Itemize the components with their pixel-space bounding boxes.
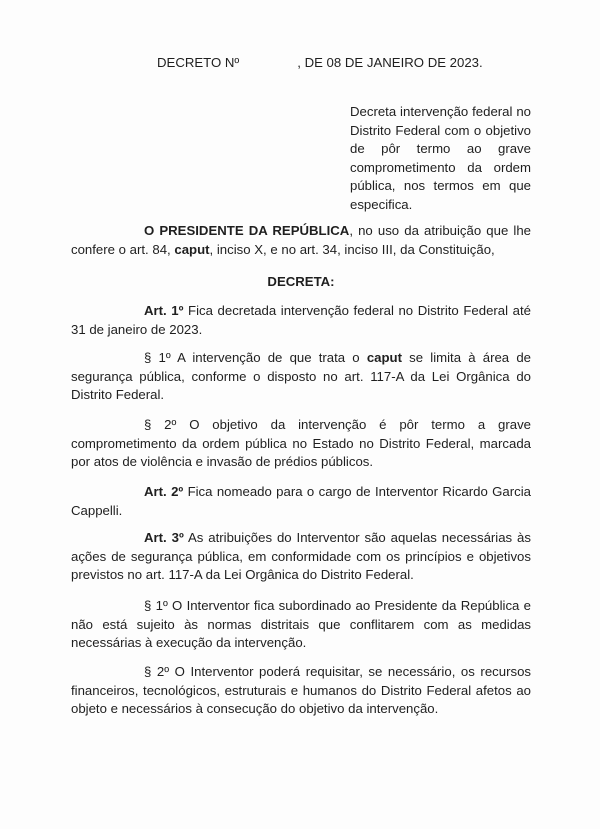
article-1-text: Fica decretada intervenção federal no Distrito Federal até 31 de janeiro de 2023.	[71, 303, 531, 337]
decree-date: , DE 08 DE JANEIRO DE 2023.	[297, 55, 483, 70]
art3-p1-text: § 1º O Interventor fica subordinado ao Presidente da República e não está sujeito às normas distritais que conflitarem com as medidas necessárias à execução da intervenção.	[71, 598, 531, 650]
decree-header	[157, 55, 483, 70]
ementa: Decreta intervenção federal no Distrito Federal com o objetivo de pôr termo ao grave comprometimento da ordem pública, nos termos em que especifica.	[350, 104, 531, 212]
art1-p1-text-2: se limita à área de segurança pública, conforme o disposto no art. 117-A da Lei Orgânica do Distrito Federal.	[71, 350, 531, 402]
article-2-label: Art. 2º	[144, 484, 184, 499]
article-3-paragraph-1	[71, 597, 531, 653]
article-3-paragraph-2	[71, 663, 531, 719]
preamble-authority: O PRESIDENTE DA REPÚBLICA	[144, 223, 350, 238]
article-2	[71, 483, 531, 520]
preamble-text-1: , no uso da atribuição que lhe confere o art. 84,	[71, 223, 531, 257]
article-3	[71, 529, 531, 585]
preamble-caput: caput	[174, 241, 210, 257]
article-1-label: Art. 1º	[144, 303, 184, 318]
decree-label: DECRETO Nº	[157, 55, 240, 70]
article-3-text: As atribuições do Interventor são aquelas necessárias às ações de segurança pública, em conformidade com os princípios e objetivos previstos no art. 117-A da Lei Orgânica do Distrito Federal.	[71, 530, 531, 582]
art3-p2-text: § 2º O Interventor poderá requisitar, se necessário, os recursos financeiros, tecnológicos, estruturais e humanos do Distrito Federal afetos ao objeto e necessários à consecução do objetivo da intervenção.	[71, 664, 531, 716]
article-1-paragraph-1	[71, 349, 531, 405]
art1-p2-text: § 2º O objetivo da intervenção é pôr termo a grave comprometimento da ordem pública no Estado no Distrito Federal, marcada por atos de violência e invasão de prédios públicos.	[71, 417, 531, 469]
article-1-paragraph-2	[71, 416, 531, 472]
art1-p1-text-1: § 1º A intervenção de que trata o	[144, 350, 367, 365]
article-2-text: Fica nomeado para o cargo de Interventor Ricardo Garcia Cappelli.	[71, 484, 531, 518]
art1-p1-caput: caput	[366, 350, 402, 365]
preamble	[71, 222, 531, 259]
decreta-heading: DECRETA:	[267, 274, 335, 289]
article-1	[71, 302, 531, 339]
article-3-label: Art. 3º	[144, 530, 184, 545]
preamble-text-2: , inciso X, e no art. 34, inciso III, da Constituição,	[209, 241, 495, 257]
